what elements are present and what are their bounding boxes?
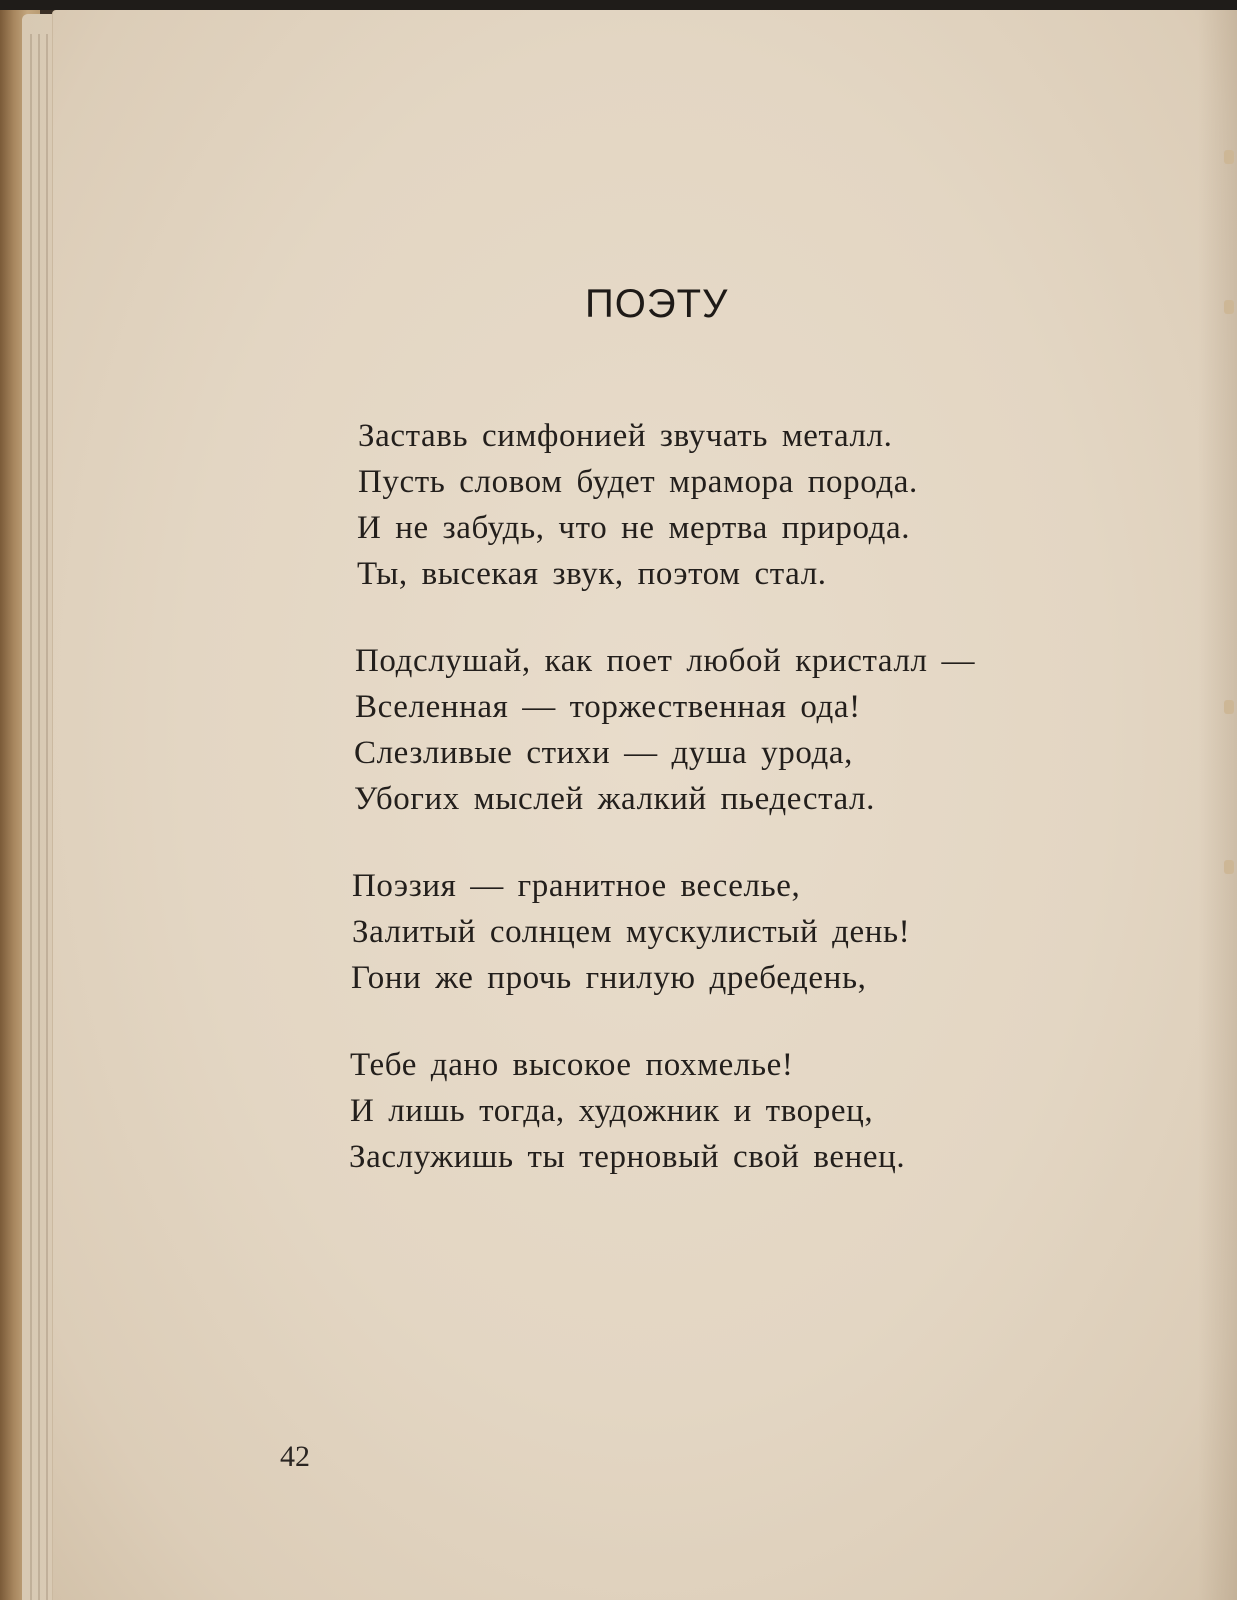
page-edge-line [46,34,48,1600]
scan-top-border [0,0,1237,10]
poem-line: И не забудь, что не мертва природа. [357,510,911,546]
poem-line: Заслужишь ты терновый свой венец. [349,1139,906,1175]
poem-line: Убогих мыслей жалкий пьедестал. [354,781,875,817]
page-edge-mark [1224,700,1234,714]
page-edge-line [30,34,32,1600]
poem-line: И лишь тогда, художник и творец, [350,1093,874,1129]
page-edge-mark [1224,150,1234,164]
page-gutter-shadow [1198,10,1237,1600]
page-number: 42 [280,1440,310,1473]
poem-line: Залитый солнцем мускулистый день! [352,914,911,950]
poem-line: Слезливые стихи — душа урода, [354,735,853,771]
poem-line: Тебе дано высокое похмелье! [350,1047,794,1083]
page-edge-mark [1224,860,1234,874]
poem-line: Поэзия — гранитное веселье, [352,868,801,904]
poem-line: Ты, высекая звук, поэтом стал. [357,556,827,592]
page-edge-mark [1224,300,1234,314]
poem-line: Подслушай, как поет любой кристалл — [355,643,976,679]
poem-title: ПОЭТУ [585,282,729,326]
poem-line: Заставь симфонией звучать металл. [358,418,893,454]
page-edge-line [38,34,40,1600]
poem-line: Вселенная — торжественная ода! [355,689,861,725]
poem-line: Пусть словом будет мрамора порода. [358,464,918,500]
poem-line: Гони же прочь гнилую дребедень, [351,960,867,996]
